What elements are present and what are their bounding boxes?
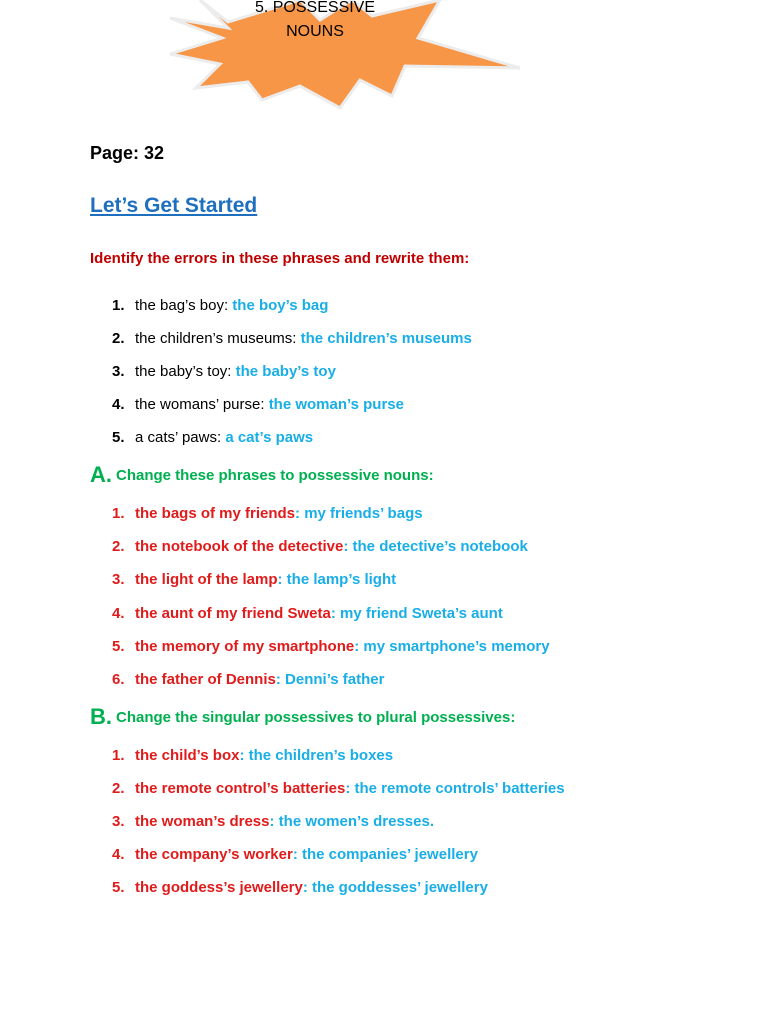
item-answer: the woman’s purse bbox=[268, 396, 404, 413]
page-number-label: Page: 32 bbox=[90, 143, 165, 163]
item-number: 2. bbox=[112, 780, 125, 797]
item-number: 3. bbox=[112, 813, 125, 830]
item-question: the bags of my friends bbox=[135, 505, 296, 522]
item-question: the child’s box bbox=[135, 747, 240, 764]
item-answer: : Denni’s father bbox=[275, 671, 385, 688]
item-question: the light of the lamp bbox=[135, 571, 278, 588]
item-number: 1. bbox=[112, 747, 125, 764]
item-question: the company’s worker bbox=[135, 846, 293, 863]
section-title: Let’s Get Started bbox=[90, 194, 258, 217]
item-number: 5. bbox=[112, 879, 125, 896]
item-number: 4. bbox=[112, 846, 125, 863]
item-question: the bag’s boy: bbox=[135, 297, 233, 314]
item-question: the aunt of my friend Sweta bbox=[135, 605, 331, 622]
item-number: 2. bbox=[112, 538, 125, 555]
item-number: 1. bbox=[112, 505, 125, 522]
item-answer: : the companies’ jewellery bbox=[292, 846, 478, 863]
item-answer: the children’s museums bbox=[300, 330, 472, 347]
item-number: 4. bbox=[112, 396, 125, 413]
section-b-heading bbox=[90, 704, 515, 730]
section-a-heading bbox=[90, 462, 434, 488]
section-heading-text: Change the singular possessives to plural possessives: bbox=[116, 709, 516, 726]
item-number: 1. bbox=[112, 297, 125, 314]
item-question: the father of Dennis bbox=[135, 671, 276, 688]
item-question: the woman’s dress bbox=[135, 813, 270, 830]
item-question: the womans’ purse: bbox=[135, 396, 269, 413]
item-answer: the baby’s toy bbox=[235, 363, 336, 380]
item-answer: : the lamp’s light bbox=[277, 571, 397, 588]
item-answer: : the remote controls’ batteries bbox=[345, 780, 565, 797]
item-number: 2. bbox=[112, 330, 125, 347]
item-question: a cats’ paws: bbox=[135, 429, 226, 446]
item-question: the children’s museums: bbox=[135, 330, 301, 347]
item-question: the remote control’s batteries bbox=[135, 780, 346, 797]
section-letter: A. bbox=[90, 462, 112, 487]
item-question: the goddess’s jewellery bbox=[135, 879, 303, 896]
item-answer: : the women’s dresses. bbox=[269, 813, 435, 830]
item-answer: the boy’s bag bbox=[232, 297, 329, 314]
item-answer: a cat’s paws bbox=[225, 429, 314, 446]
item-number: 6. bbox=[112, 671, 125, 688]
chapter-title: 5. POSSESSIVE NOUNS bbox=[254, 0, 376, 40]
item-question: the baby’s toy: bbox=[135, 363, 236, 380]
item-answer: : the children’s boxes bbox=[239, 747, 394, 764]
item-answer: : the goddesses’ jewellery bbox=[302, 879, 488, 896]
item-number: 5. bbox=[112, 638, 125, 655]
item-answer: : the detective’s notebook bbox=[343, 538, 528, 555]
item-number: 4. bbox=[112, 605, 125, 622]
item-answer: : my friends’ bags bbox=[295, 505, 423, 522]
item-number: 3. bbox=[112, 363, 125, 380]
section-letter: B. bbox=[90, 704, 112, 729]
item-question: the memory of my smartphone bbox=[135, 638, 355, 655]
item-answer: : my friend Sweta’s aunt bbox=[330, 605, 503, 622]
instruction-text: Identify the errors in these phrases and rewrite them: bbox=[90, 250, 470, 267]
item-answer: : my smartphone’s memory bbox=[354, 638, 550, 655]
item-number: 5. bbox=[112, 429, 125, 446]
item-question: the notebook of the detective bbox=[135, 538, 344, 555]
section-heading-text: Change these phrases to possessive nouns: bbox=[116, 467, 434, 484]
item-number: 3. bbox=[112, 571, 125, 588]
